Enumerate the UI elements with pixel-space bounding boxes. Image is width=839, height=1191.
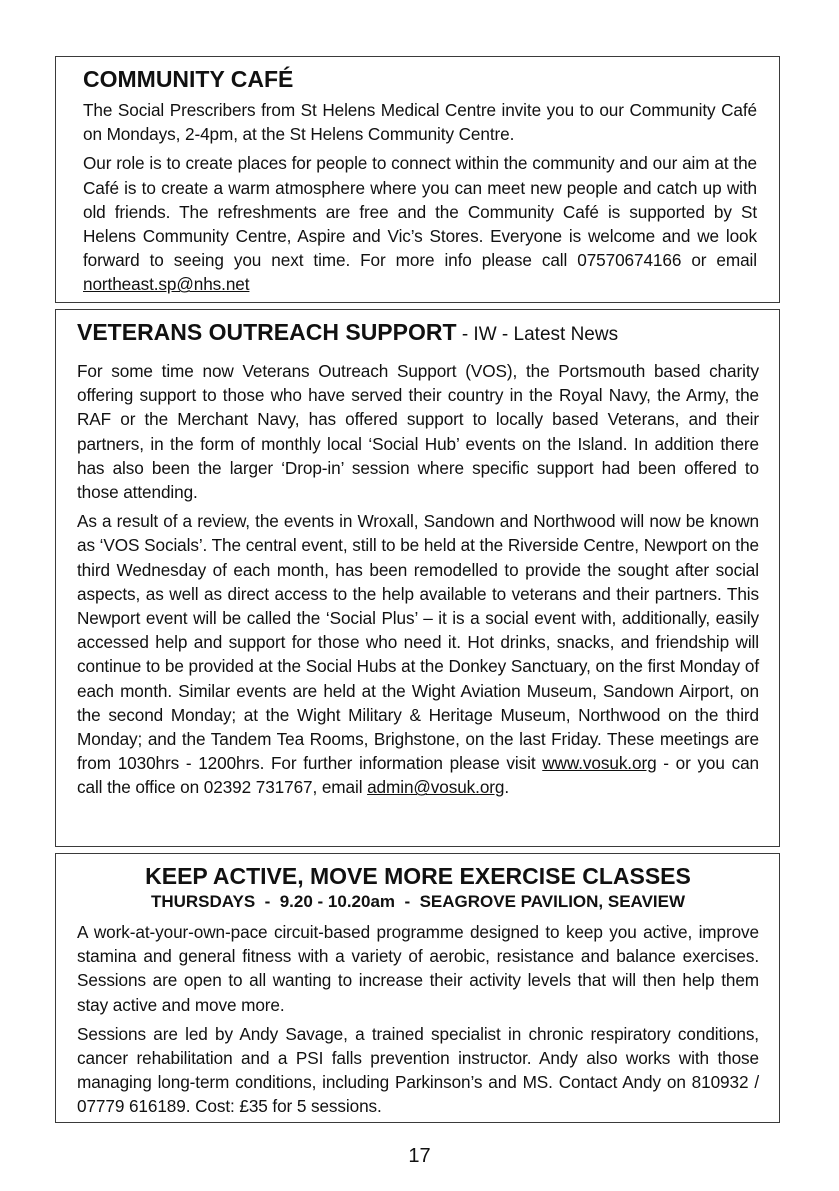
vosuk-email-link[interactable]: admin@vosuk.org <box>367 777 505 798</box>
veterans-outreach-intro: For some time now Veterans Outreach Support (VOS), the Portsmouth based charity offering support to those who have served their country in the Royal Navy, the Army, the RAF or the Merchant Navy, has offered support to locally based Veterans, and their partners, in the form of monthly local ‘Social Hub’ events on the Island. In addition there has also been the larger ‘Drop-in’ session where specific support had been offered to those attending. <box>77 361 759 503</box>
page-number: 17 <box>408 1145 431 1167</box>
veterans-outreach-contact-text: - or you can call the office on 02392 731767, email <box>77 753 760 798</box>
veterans-outreach-end: . <box>504 777 510 798</box>
veterans-outreach-heading <box>77 316 759 351</box>
veterans-outreach-details <box>77 509 759 799</box>
community-cafe-email-link[interactable]: northeast.sp@nhs.net <box>83 274 250 295</box>
veterans-outreach-subtitle: - IW - Latest News <box>456 324 619 345</box>
community-cafe-intro: The Social Prescribers from St Helens Medical Centre invite you to our Community Café on Mondays, 2-4pm, at the St Helens Community Centre. <box>83 100 757 145</box>
veterans-outreach-title: VETERANS OUTREACH SUPPORT <box>77 319 457 345</box>
keep-active-description: A work-at-your-own-pace circuit-based programme designed to keep you active, improve stamina and general fitness with a variety of aerobic, resistance and balance exercises. Sessions are open to all wanting to increase their activity levels that will then help them stay active and move more. <box>77 922 759 1015</box>
community-cafe-details <box>83 151 757 296</box>
vosuk-website-link[interactable]: www.vosuk.org <box>542 753 657 774</box>
keep-active-instructor: Sessions are led by Andy Savage, a trained specialist in chronic respiratory conditions, cancer rehabilitation and a PSI falls prevention instructor. Andy also works with those managing long-term conditions, including Parkinson’s and MS. Contact Andy on 810932 / 07779 616189. Cost: £35 for 5 sessions. <box>77 1023 759 1117</box>
keep-active-schedule: THURSDAYS - 9.20 - 10.20am - SEAGROVE PAVILION, SEAVIEW <box>150 892 686 911</box>
keep-active-section <box>55 853 780 1123</box>
veterans-outreach-details-text: As a result of a review, the events in Wroxall, Sandown and Northwood will now be known as ‘VOS Socials’. The central event, still to be held at the Riverside Centre, Newport on the third Wednesday of each month, has been remodelled to provide the sought after social aspects, as well as direct access to the help available to veterans and their partners. This Newport event will be called the ‘Social Plus’ – it is a social event with, additionally, easily accessed help and support for those who need it. Hot drinks, snacks, and friendship will continue to be provided at the Social Hubs at the Donkey Sanctuary, on the first Monday of each month. Similar events are held at the Wight Aviation Museum, Sandown Airport, on the second Monday; at the Wight Military & Heritage Museum, Northwood on the third Monday; and the Tandem Tea Rooms, Brighstone, on the last Friday. These meetings are from 1030hrs - 1200hrs. For further information please visit <box>77 511 759 774</box>
veterans-outreach-section <box>55 309 780 847</box>
keep-active-title: KEEP ACTIVE, MOVE MORE EXERCISE CLASSES <box>145 863 691 889</box>
community-cafe-title: COMMUNITY CAFÉ <box>83 66 294 92</box>
community-cafe-section <box>55 56 780 303</box>
community-cafe-details-text: Our role is to create places for people to connect within the community and our aim at the Café is to create a warm atmosphere where you can meet new people and catch up with old friends. The refreshments are free and the Community Café is supported by St Helens Community Centre, Aspire and Vic’s Stores. Everyone is welcome and we look forward to seeing you next time. For more info please call 07570674166 or email <box>83 153 757 271</box>
